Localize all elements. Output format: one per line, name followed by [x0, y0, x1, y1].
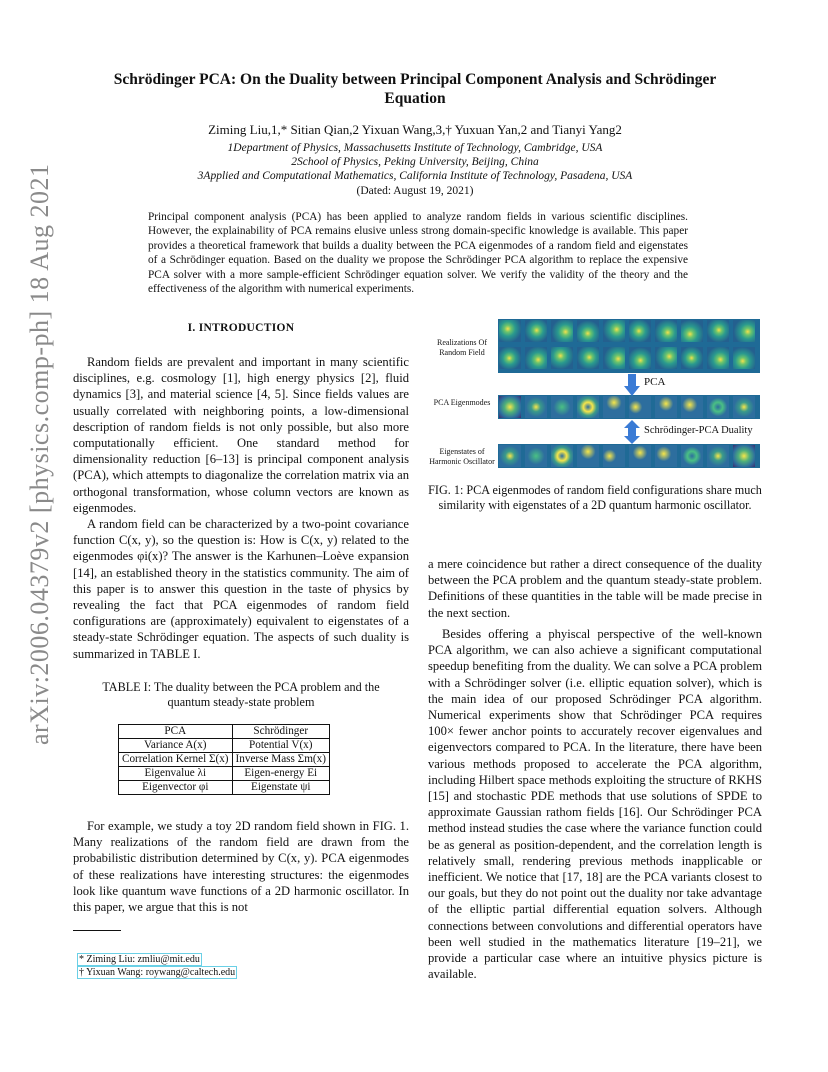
abstract: Principal component analysis (PCA) has been applied to analyze random fields in various scientific disciplines. However, the explainability of PCA remains elusive unless strong domain-specific knowledge is available. This paper provides a theoretical framework that builds a duality between the PCA eigenmodes of a random field and eigenstates of a Schrödinger equation. Based on the duality we propose the Schrödinger PCA algorithm to replace the expensive PCA solver with a more sample-efficient Schrödinger equation solver. We verify the validity of the theory and the effectiveness of the algorithm with numerical experiments.: [148, 211, 688, 296]
figure-caption: FIG. 1: PCA eigenmodes of random field configurations share much similarity with eigenstates of a 2D quantum harmonic oscillator.: [428, 483, 762, 512]
paper-title: Schrödinger PCA: On the Duality between Principal Component Analysis and Schrödinger Equation: [113, 71, 717, 107]
intro-paragraph-2: A random field can be characterized by a two-point covariance function C(x, y), so the question is: How is C(x, y) related to the eigenmodes φi(x)? The answer is the Karhunen–Loève expansion [14], an established theory in the statistics community. The aim of this paper is to answer this question in the taste of physics by revealing the fact that PCA eigenmodes of random field configurations are (approximately) equivalent to eigenstates of a steady-state Schrödinger equation. The aspects of such duality is summarized in TABLE I.: [73, 517, 409, 661]
figure-tile: [707, 445, 729, 467]
table-caption: TABLE I: The duality between the PCA problem and the quantum steady-state problem: [102, 680, 380, 709]
table-row: Variance A(x) Potential V(x): [119, 739, 330, 753]
figure-tile: [603, 396, 625, 418]
figure-tile: [707, 320, 729, 342]
figure-tile: [681, 347, 703, 369]
affiliation-3: 3Applied and Computational Mathematics, California Institute of Technology, Pasadena, USA: [197, 170, 633, 182]
figure-tile: [681, 320, 703, 342]
figure-tile: [577, 445, 599, 467]
figure-tile: [551, 396, 573, 418]
double-arrow-icon: [624, 420, 640, 444]
figure-tile: [525, 347, 547, 369]
dated-line: (Dated: August 19, 2021): [356, 185, 474, 197]
row-label-realizations: Realizations Of Random Field: [437, 338, 487, 357]
figure-tile: [655, 396, 677, 418]
figure-1: [428, 318, 762, 473]
arrow-down-icon: [624, 374, 640, 396]
figure-tile: [603, 347, 625, 369]
figure-tile: [681, 445, 703, 467]
intro-paragraph-3: For example, we study a toy 2D random field shown in FIG. 1. Many realizations of the random field are drawn from the probabilistic distribution determined by C(x, y). PCA eigenmodes of these realizations have interesting structures: the eigenmodes look like quantum wave functions of a 2D harmonic oscillator. In this paper, we argue that this is not: [73, 819, 409, 915]
figure-tile: [629, 347, 651, 369]
duality-table: [118, 724, 330, 795]
affiliation-1: 1Department of Physics, Massachusetts Institute of Technology, Cambridge, USA: [227, 142, 603, 154]
figure-tile: [733, 320, 755, 342]
intro-paragraph-1: Random fields are prevalent and important in many scientific disciplines, e.g. cosmology [1], high energy physics [2], fluid dynamics [3], and material science [4, 5]. Since fields values are usually correlated with neighboring points, a low-dimensional description of random fields is not only possible, but also more computationally efficient. One standard method for dimensionality reduction [6–13] is principal component analysis (PCA), which attempts to diagonalize the correlation matrix via an orthogonal transformation, whose column vectors are known as eigenmodes. A random field can be characterized by a two-point covariance function C(x, y), so the question is: How is C(x, y) related to the eigenmodes φi(x)? The answer is the Karhunen–Loève expansion [14], an established theory in the statistics community. The aim of this paper is to answer this question in the taste of physics by revealing the fact that PCA eigenmodes of random field configurations are (approximately) equivalent to eigenstates of a steady-state Schrödinger equation. The aspects of such duality is summarized in TABLE I.: [73, 355, 409, 661]
figure-tile: [707, 396, 729, 418]
figure-tile: [499, 396, 521, 418]
figure-tile: [655, 445, 677, 467]
figure-tile: [655, 347, 677, 369]
row-label-eigenstates: Eigenstates of Harmonic Oscillator: [429, 447, 495, 466]
figure-tile: [551, 320, 573, 342]
affiliation-2: 2School of Physics, Peking University, Beijing, China: [291, 156, 539, 168]
figure-tile: [707, 347, 729, 369]
figure-tile: [551, 445, 573, 467]
figure-tile: [525, 445, 547, 467]
figure-tile: [655, 320, 677, 342]
arxiv-stamp: arXiv:2006.04379v2 [physics.comp-ph] 18 Aug 2021: [25, 163, 54, 745]
figure-tile: [603, 445, 625, 467]
footnote-2[interactable]: † Yixuan Wang: roywang@caltech.edu: [79, 967, 236, 978]
figure-tile: [629, 396, 651, 418]
figure-tile: [577, 396, 599, 418]
figure-tile: [629, 445, 651, 467]
figure-tile: [499, 320, 521, 342]
figure-tile: [733, 396, 755, 418]
footnote-1[interactable]: * Ziming Liu: zmliu@mit.edu: [79, 954, 200, 965]
figure-tile: [525, 396, 547, 418]
figure-tile: [551, 347, 573, 369]
figure-tile: [629, 320, 651, 342]
right-paragraph-1: a mere coincidence but rather a direct consequence of the duality between the PCA problem and the quantum steady-state problem. Definitions of these quantities in the table will be made precise in the next section.: [428, 557, 762, 620]
table-row: Eigenvalue λi Eigen-energy Ei: [119, 767, 330, 781]
figure-tile: [733, 347, 755, 369]
figure-tile: [499, 445, 521, 467]
row-label-pca: PCA Eigenmodes: [433, 398, 491, 407]
duality-arrow-label: Schrödinger-PCA Duality: [644, 425, 753, 436]
table-row: Eigenvector φi Eigenstate ψi: [119, 781, 330, 795]
figure-tile: [525, 320, 547, 342]
figure-tile: [499, 347, 521, 369]
figure-tile: [577, 347, 599, 369]
right-paragraph-2: Besides offering a phyiscal perspective of the well-known PCA algorithm, we can also achieve a significant computational speedup benefiting from the duality. We can solve a PCA problem with a Schrödinger solver (i.e. elliptic equation solver), which is the main idea of our proposed Schrödinger PCA algorithm. Numerical experiments show that Schrödinger PCA requires 100× fewer anchor points to accurately recover eigenvalues and eigenvectors compared to PCA. In the literature, there have been various methods proposed to accelerate the PCA algorithm, including Hilbert space methods exploiting the structure of RKHS [15] and stochastic PDE methods that use solutions of SPDE to approximate Gaussian rathom fields [16]. Our Schrödinger PCA method instead studies the case where the variance function could be as general as position-dependent, and the correlation length is relatively small, rendering previous methods inapplicable or inefficient. We notice that [17, 18] are the PCA variants closest to our goals, but they do not point out the duality nor take advantage of the elliptic partial differential equation solvers. Although connections between convolutions and differential operators have been well studied in the mathematics literature [19–21], we provide a particular case where an intuitive physics picture is available.: [428, 627, 762, 982]
footnote-rule: [73, 930, 121, 931]
figure-tile: [733, 445, 755, 467]
pca-arrow-label: PCA: [644, 376, 666, 388]
author-list: Ziming Liu,1,* Sitian Qian,2 Yixuan Wang,3,† Yuxuan Yan,2 and Tianyi Yang2: [208, 122, 622, 137]
figure-tile: [577, 320, 599, 342]
section-heading: I. INTRODUCTION: [187, 322, 295, 334]
figure-tile: [603, 320, 625, 342]
table-header-pca: PCA: [119, 725, 233, 739]
eigenstates-strip: [498, 444, 760, 468]
realizations-strip: [498, 319, 760, 373]
pca-eigenmodes-strip: [498, 395, 760, 419]
figure-tile: [681, 396, 703, 418]
table-row: Correlation Kernel Σ(x) Inverse Mass Σm(x): [119, 753, 330, 767]
table-header-schrodinger: Schrödinger: [232, 725, 329, 739]
